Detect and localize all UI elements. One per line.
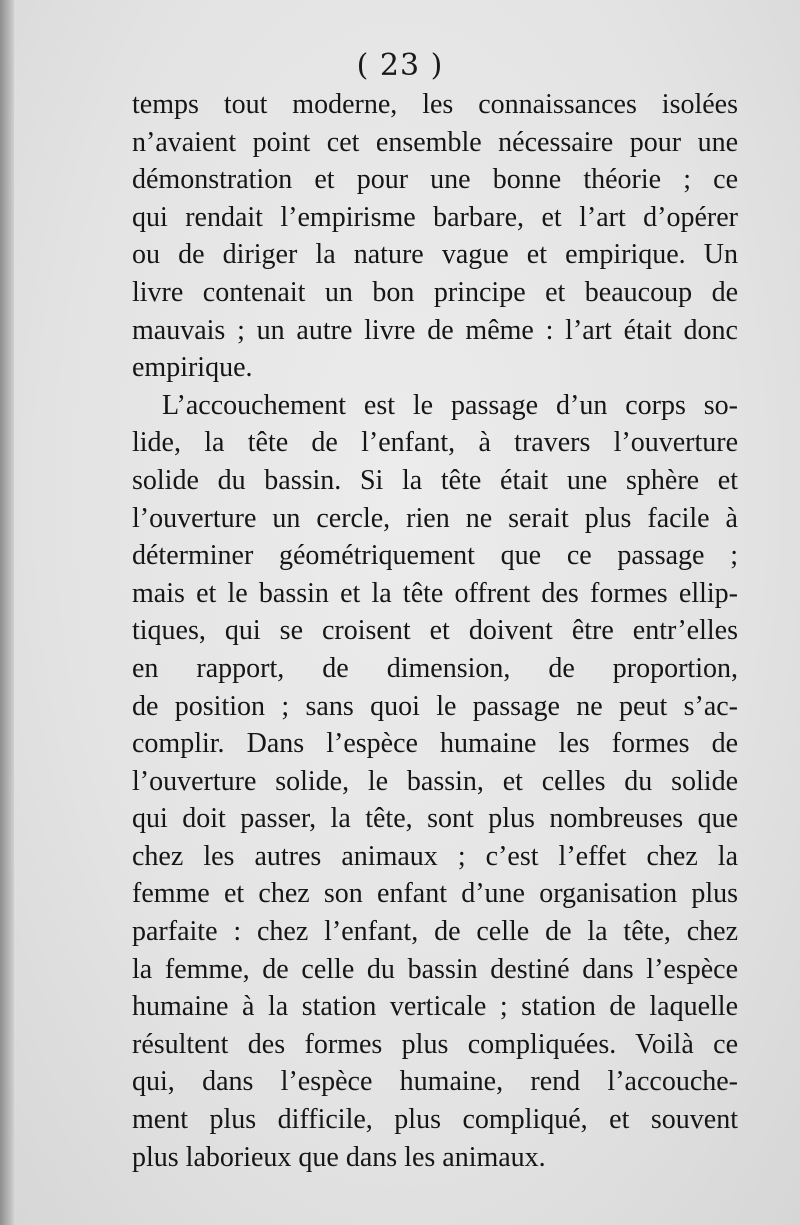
page-gutter-shadow bbox=[0, 0, 14, 1225]
text-line: en rapport, de dimension, de proportion, bbox=[132, 652, 738, 684]
text-line: parfaite : chez l’enfant, de celle de la tête, chez bbox=[132, 916, 738, 948]
body-text bbox=[132, 86, 738, 1176]
text-line: l’ouverture solide, le bassin, et celles du solide bbox=[132, 765, 738, 797]
text-line: ment plus difficile, plus compliqué, et souvent bbox=[132, 1104, 738, 1136]
text-line: empirique. bbox=[132, 352, 253, 384]
text-line: déterminer géométriquement que ce passage ; bbox=[132, 540, 738, 572]
text-line: solide du bassin. Si la tête était une sphère et bbox=[132, 464, 738, 496]
text-line: qui, dans l’espèce humaine, rend l’accouche- bbox=[132, 1066, 738, 1098]
text-line: qui rendait l’empirisme barbare, et l’art d’opérer bbox=[132, 201, 738, 233]
text-line: de position ; sans quoi le passage ne peut s’ac- bbox=[132, 690, 738, 722]
text-line: mauvais ; un autre livre de même : l’art était donc bbox=[132, 314, 738, 346]
text-line: livre contenait un bon principe et beaucoup de bbox=[132, 276, 738, 308]
text-line: n’avaient point cet ensemble nécessaire pour une bbox=[132, 126, 738, 158]
page-number: ( 23 ) bbox=[356, 48, 444, 83]
text-line: chez les autres animaux ; c’est l’effet chez la bbox=[132, 840, 738, 872]
text-line: démonstration et pour une bonne théorie ; ce bbox=[132, 164, 738, 196]
paragraph-start-line: L’accouchement est le passage d’un corps so- bbox=[162, 389, 738, 421]
text-line: qui doit passer, la tête, sont plus nombreuses que bbox=[132, 803, 738, 835]
text-line: complir. Dans l’espèce humaine les formes de bbox=[132, 728, 738, 760]
text-line: mais et le bassin et la tête offrent des formes ellip- bbox=[132, 577, 738, 609]
text-line: temps tout moderne, les connaissances isolées bbox=[132, 89, 738, 120]
text-line: femme et chez son enfant d’une organisation plus bbox=[132, 878, 738, 910]
text-line: résultent des formes plus compliquées. Voilà ce bbox=[132, 1028, 738, 1060]
text-line: lide, la tête de l’enfant, à travers l’ouverture bbox=[132, 427, 738, 459]
text-line: humaine à la station verticale ; station de laquelle bbox=[132, 991, 738, 1023]
text-line: la femme, de celle du bassin destiné dans l’espèce bbox=[132, 953, 738, 985]
text-line: l’ouverture un cercle, rien ne serait plus facile à bbox=[132, 502, 738, 534]
text-line: ou de diriger la nature vague et empirique. Un bbox=[132, 239, 738, 271]
text-line: plus laborieux que dans les animaux. bbox=[132, 1141, 546, 1173]
text-line: tiques, qui se croisent et doivent être entr’elles bbox=[132, 615, 738, 647]
